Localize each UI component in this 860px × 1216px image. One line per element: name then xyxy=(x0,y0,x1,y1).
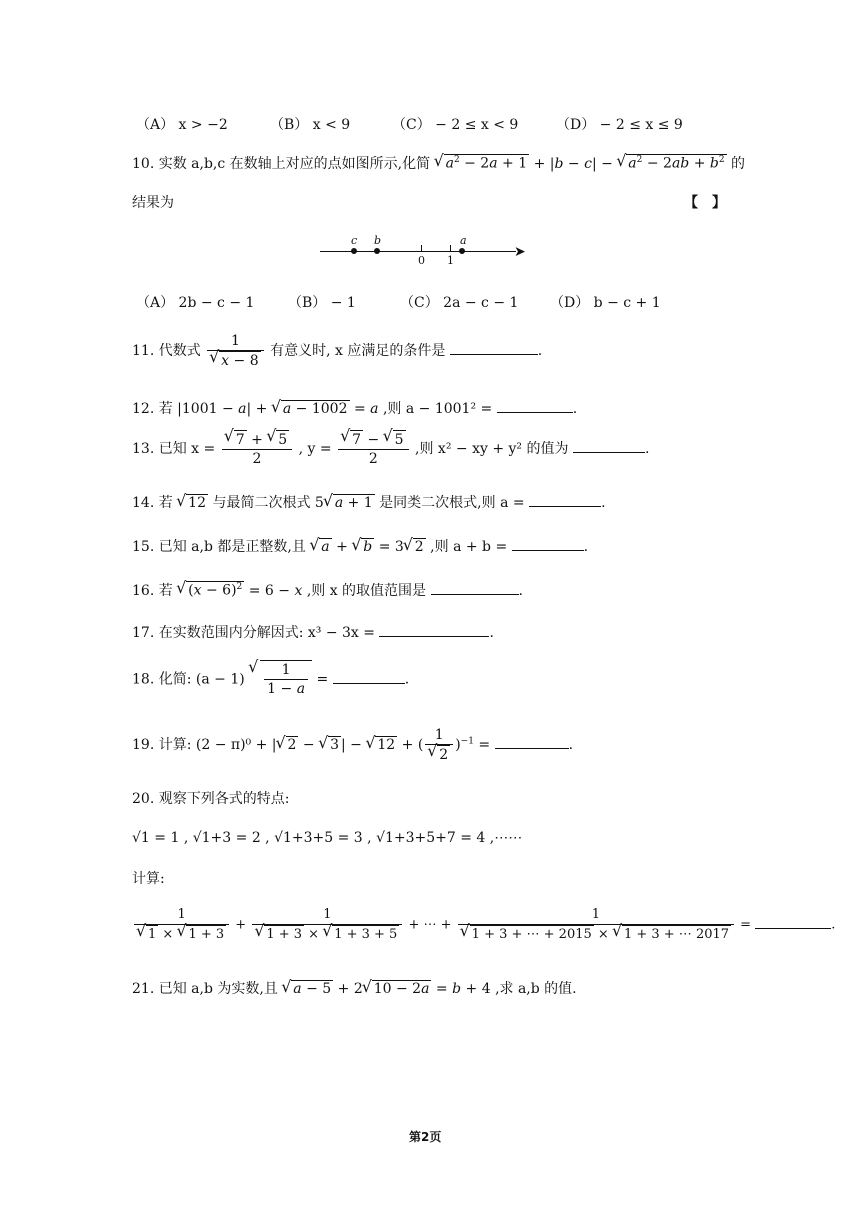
q19-expression: |√ 2 − √ 3 | − √ 12 + ( 1 √ 2 )$^{-1}$ xyxy=(272,737,474,753)
q14-tail: 是同类二次根式,则 a = xyxy=(379,495,525,511)
q18-tail: = xyxy=(316,671,329,688)
q19-tail: = xyxy=(478,737,491,753)
q10-option-d: （D） b − c + 1 xyxy=(550,295,661,311)
q14-end: . xyxy=(601,495,606,511)
q16-question: 16. 若 √ $(x - 6)^2 = 6 - x$ ,则 x 的取值范围是 . xyxy=(132,580,523,600)
label-c: c xyxy=(351,234,358,247)
answer-blank[interactable] xyxy=(450,342,538,355)
q17-text: 17. 在实数范围内分解因式: x³ − 3x = xyxy=(132,625,376,641)
q14-question: 14. 若 √ 12 与最简二次根式 5√ a + 1 是同类二次根式,则 a = . xyxy=(132,492,606,512)
answer-blank[interactable] xyxy=(529,494,601,507)
q13-mid: , y = xyxy=(298,441,332,457)
q15-tail: ,则 a + b = xyxy=(430,539,508,555)
answer-bracket: 【 】 xyxy=(684,195,726,211)
q19-end: . xyxy=(568,737,574,753)
answer-blank[interactable] xyxy=(573,440,645,453)
q14-lead: 14. 若 xyxy=(132,495,173,511)
q20-end: . xyxy=(831,917,836,933)
q16-tail: ,则 x 的取值范围是 xyxy=(306,583,427,599)
q10-option-a: （A） 2b − c − 1 xyxy=(136,295,255,311)
q13-fraction-x: √ $\frac{7 + √ 5}{2}$ xyxy=(222,430,292,468)
q12-tail: ,则 a − 1001² = xyxy=(382,401,493,417)
q10-option-c: （C） 2a − c − 1 xyxy=(400,295,519,311)
q16-end: . xyxy=(518,583,523,599)
q10-line2: 结果为 xyxy=(132,195,174,211)
q20-sum: 1 √ 1 × √ 1 + 3 + 1 √ 1 + 3 × √ 1 + 3 + 5 + ⋯ + 1 √ 1 + 3 + ⋯ + 2015 × √ 1 + 3 + ⋯ 2017 = . xyxy=(132,906,835,944)
q10-option-b: （B） − 1 xyxy=(288,295,356,311)
q11-end: . xyxy=(537,343,543,359)
answer-blank[interactable] xyxy=(333,671,405,684)
q11-fraction: 1 √ x − 8 xyxy=(207,332,263,370)
q11-lead: 11. 代数式 xyxy=(132,343,201,359)
q11-question xyxy=(132,332,542,370)
answer-blank[interactable] xyxy=(755,916,831,929)
q18-lead: 18. 化简: (a − 1) xyxy=(132,671,245,688)
point-c xyxy=(351,248,357,254)
q9-option-a: （A） x > −2 xyxy=(136,117,228,133)
q10-expression: √ $a^2 - 2a + 1 + |b - c|$ − √ $a^2 - 2ab + b^2$ xyxy=(435,156,731,172)
label-a: a xyxy=(460,234,467,247)
q18-question xyxy=(132,660,409,698)
q9-option-c: （C） − 2 ≤ x < 9 xyxy=(392,117,519,133)
answer-blank[interactable] xyxy=(379,624,489,637)
answer-blank[interactable] xyxy=(497,400,573,413)
q19-question xyxy=(132,726,573,764)
q11-tail: 有意义时, x 应满足的条件是 xyxy=(270,343,446,359)
q10-tail: 的 xyxy=(731,156,746,172)
label-zero: 0 xyxy=(418,254,425,267)
q13-lead: 13. 已知 x = xyxy=(132,441,216,457)
q12-end: . xyxy=(572,401,578,417)
tick-zero xyxy=(421,245,422,251)
q17-end: . xyxy=(489,625,494,641)
q13-question xyxy=(132,430,649,468)
q17-question xyxy=(132,622,494,642)
arrow-icon: ➤ xyxy=(514,244,526,260)
q16-lead: 16. 若 xyxy=(132,583,173,599)
q9-option-d: （D） − 2 ≤ x ≤ 9 xyxy=(556,117,683,133)
point-a xyxy=(459,248,465,254)
q10-lead: 10. 实数 a,b,c 在数轴上对应的点如图所示,化简 xyxy=(132,156,431,172)
q12-expression: |1001 − a| + √ a − 1002 = a xyxy=(177,401,378,417)
point-b xyxy=(374,248,380,254)
answer-blank[interactable] xyxy=(431,582,519,595)
answer-blank[interactable] xyxy=(512,538,584,551)
q21-tail: ,求 a,b 的值. xyxy=(495,981,577,997)
q20-lead: 20. 观察下列各式的特点: xyxy=(132,791,290,807)
q12-question xyxy=(132,398,577,418)
q18-end: . xyxy=(404,671,410,688)
q13-fraction-y: √ $\frac{7 - √ 5}{2}$ xyxy=(338,430,408,468)
q13-end: . xyxy=(644,441,650,457)
q21-lead: 21. 已知 a,b 为实数,且 xyxy=(132,981,278,997)
q20-series: √1 = 1 , √1+3 = 2 , √1+3+5 = 3 , √1+3+5+7 = 4 ,⋯⋯ xyxy=(132,830,523,846)
q21-question: 21. 已知 a,b 为实数,且 √ a − 5 + 2√ 10 − 2a = b + 4 ,求 a,b 的值. xyxy=(132,978,577,998)
number-line-axis xyxy=(320,251,516,252)
page-number: 第2页 xyxy=(409,1130,442,1144)
tick-one xyxy=(450,245,451,251)
q10-question xyxy=(132,153,745,173)
q14-mid: 与最简二次根式 xyxy=(212,495,311,511)
q12-lead: 12. 若 xyxy=(132,401,173,417)
q19-lead: 19. 计算: (2 − π)⁰ + xyxy=(132,737,268,753)
q13-tail: ,则 x² − xy + y² 的值为 xyxy=(415,441,569,457)
q20-calc-label: 计算: xyxy=(132,871,165,887)
label-one: 1 xyxy=(447,254,454,267)
q9-option-b: （B） x < 9 xyxy=(270,117,351,133)
answer-blank[interactable] xyxy=(495,736,569,749)
q15-question: 15. 已知 a,b 都是正整数,且 √ a + √ b = 3√ 2 ,则 a + b = . xyxy=(132,536,588,556)
q15-end: . xyxy=(583,539,589,555)
label-b: b xyxy=(374,234,382,247)
q18-fraction: √ $\frac{1}{1 - a}$ xyxy=(264,661,308,698)
q15-lead: 15. 已知 a,b 都是正整数,且 xyxy=(132,539,306,555)
